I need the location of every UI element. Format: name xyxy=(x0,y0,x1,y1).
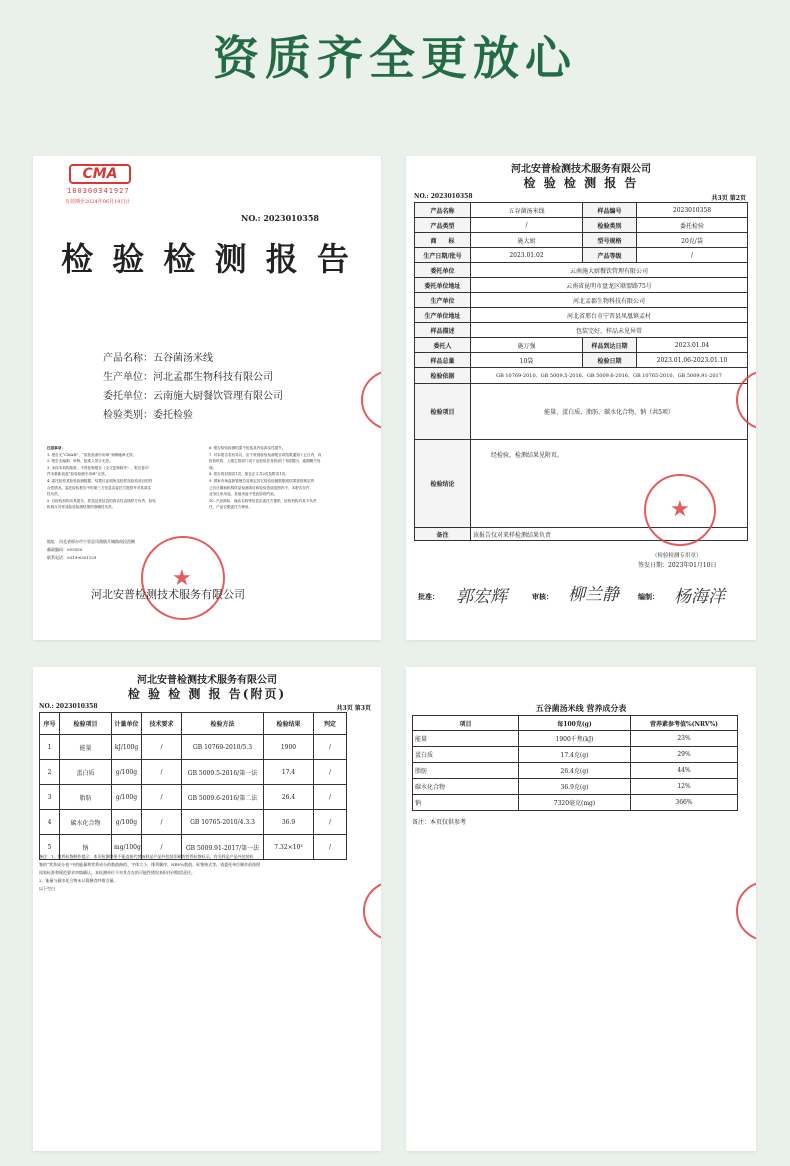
table-row: 备注 该报告仅对来样检测结果负责 xyxy=(415,528,748,541)
page-info: 共3页 第3页 xyxy=(336,705,371,712)
table-row: 委托单位 云南施大厨餐饮管理有限公司 xyxy=(415,263,748,278)
table-row: 委托人 施万强 样品到达日期 2023.01.04 xyxy=(415,338,748,353)
report-number: NO.: 2023010358 xyxy=(39,703,98,710)
cover-fields xyxy=(103,349,283,425)
table-row: 蛋白质 17.4克(g) 29% xyxy=(413,747,738,763)
table-row: 钠 7320毫克(mg) 366% xyxy=(413,795,738,811)
notes-left: 注意事项： 1. 报告无“CMA章”、“检验检测专用章”和骑缝章无效。 2. 报告无编制、审核、批准人签字无效。 3. 未经本机构批准，不得复制报告（全文复制除外），报告复印 件未重新加盖“检验检测专用章”无效。 4. 委托检验其检验检测数据、结果仅证明所送检样品检验项目的符 合性情况。委托检验报告中的第三方信息由委托方提供并对其真实 性负责。 5. 自检验机构出具报告，样品及其信息的真实性由抽样方负责，检验 机构仅对样品检验检测结果的准确性负责。 xyxy=(47,446,156,510)
edge-stamp xyxy=(363,881,381,941)
org-name: 河北安普检测技术服务有限公司 xyxy=(137,675,277,686)
approver-label: 批准： xyxy=(418,592,439,601)
report-page-2-card xyxy=(406,156,756,640)
contact-info: 地址：河北省邢台市宁晋县凤凰镇月城路南段西侧 邮政编码：055550 联系电话：0319-6301129 xyxy=(47,539,135,560)
table-row: 脂肪 26.4克(g) 44% xyxy=(413,763,738,779)
table-row: 碳水化合物 36.9克(g) 12% xyxy=(413,779,738,795)
table-row: 检验结论 经检验，检测结果见附页。 xyxy=(415,440,748,528)
table-header-row: 项目 每100克(g) 营养素参考值%(NRV%) xyxy=(413,716,738,731)
nutrition-facts-card xyxy=(406,667,756,1151)
org-name: 河北安普检测技术服务有限公司 xyxy=(511,164,651,175)
table-row: 5 钠 mg/100g / GB 5009.91-2017/第一法 7.32×10³ / xyxy=(40,835,347,860)
table-row: 3 脂肪 g/100g / GB 5009.6-2016/第二法 26.4 / xyxy=(40,785,347,810)
nutrition-table xyxy=(412,715,738,811)
page-title: 资质齐全更放心 xyxy=(213,31,577,85)
notes-right: 6. 报告检验检测结果不包括其内容真实性损失。 7. 对本报告若有异议，应于收到检验检测报告或结果通知十五日内，向 检验机构，上级主管部门或下达检验任务的部门书面提出，逾期概不处 理。 8. 报告的封面页1页，报告正文共2页及附页1页。 9. 国家市场监督管理总局规定其它检验检测数据成结果需按规定的 公告日期和机构样品检测项目和检验资质范围内不，本报告仅作 业务往来用途，其他用途不受此原则约束。 10. 产品商标、商品名称等信息由委托方提供，检验机构对其不负责 任，产品仅限委托方使用。 xyxy=(209,446,322,510)
table-row: 能量 1900千焦(kJ) 23% xyxy=(413,731,738,747)
table-header-row: 序号 检验项目 计量单位 技术要求 检验方法 检验结果 判定 xyxy=(40,713,347,735)
page-info: 共3页 第2页 xyxy=(711,195,746,202)
report-number: NO.: 2023010358 xyxy=(241,213,319,223)
report-title: 检 验 检 测 报 告 xyxy=(61,240,353,278)
edge-stamp xyxy=(736,881,756,941)
table-row: 样品总量 10袋 检验日期 2023.01.06-2023.01.10 xyxy=(415,353,748,368)
cma-number: 180300341927 xyxy=(67,187,130,195)
table-row: 检验项目 能量、蛋白质、脂肪、碳水化合物、钠（共5项） xyxy=(415,384,748,440)
official-stamp xyxy=(644,474,716,546)
report-page-3-card xyxy=(33,667,381,1151)
cover-field-client: 委托单位：云南施大厨餐饮管理有限公司 xyxy=(103,391,283,402)
table-row: 样品描述 包装完好、样品未见异常 xyxy=(415,323,748,338)
cover-field-category: 检验类别：委托检验 xyxy=(103,410,193,421)
nutrition-heading: 五谷菌汤米线 营养成分表 xyxy=(535,703,627,713)
table-row: 生产单位 河北孟郡生物科技有限公司 xyxy=(415,293,748,308)
report-cover-card xyxy=(33,156,381,640)
reviewer-signature: 柳兰静 xyxy=(568,585,619,605)
report-heading: 检 验 检 测 报 告(附页) xyxy=(127,687,287,701)
cma-logo: CMA xyxy=(69,164,131,184)
table-row: 1 能量 kJ/100g / GB 10769-2010/5.3 1900 / xyxy=(40,735,347,760)
table-row: 委托单位地址 云南省昆明市盘龙区联盟路75号 xyxy=(415,278,748,293)
conclusion-stamp-label: （检验检测专用章） xyxy=(652,553,702,559)
reviewer-label: 审核： xyxy=(532,592,553,601)
editor-signature: 杨海洋 xyxy=(674,587,725,607)
star-icon: ★ xyxy=(670,497,690,522)
table-row: 产品名称 五谷菌汤米线 样品编号 2023010358 xyxy=(415,203,748,218)
results-table xyxy=(39,712,347,860)
star-icon: ★ xyxy=(172,566,192,591)
approver-signature: 郭宏辉 xyxy=(456,587,507,607)
table-row: 商 标 施大厨 型号规格 20克/袋 xyxy=(415,233,748,248)
cma-validity: 有效期至2024年06月19日止 xyxy=(65,199,131,205)
table-row: 检验依据 GB 10769-2010、GB 5009.5-2016、GB 5009.6-2016、GB 10765-2010、GB 5009.91-2017 xyxy=(415,368,748,384)
cover-field-product: 产品名称：五谷菌汤米线 xyxy=(103,353,213,364)
report-number: NO.: 2023010358 xyxy=(414,193,473,200)
official-stamp xyxy=(141,536,225,620)
nutrition-note: 备注：本页仅供参考 xyxy=(412,819,467,826)
table-row: 产品类型 / 检验类别 委托检验 xyxy=(415,218,748,233)
table-row: 生产单位地址 河北省邢台市宁晋县凤凰镇孟村 xyxy=(415,308,748,323)
edge-stamp xyxy=(361,370,381,430)
table-row: 4 碳水化合物 g/100g / GB 10765-2010/4.3.3 36.9 / xyxy=(40,810,347,835)
editor-label: 编制： xyxy=(638,592,659,601)
issuer-name: 河北安普检测技术服务有限公司 xyxy=(91,588,245,601)
table-row: 生产日期/批号 2023.01.02 产品等级 / xyxy=(415,248,748,263)
results-notes: 备注：1、营养标签制作提示：本页检测结果不能直接代替该样品产品外包装印刷的营养标签标示。有关样品产品外包装标 签的“营养成分表”中的能量和营养成分的数值修约、字体大小、排列顺序、NRV%数值、标签格式等，请委托单位制作前按照 国家标准和规范要求审慎确认。本检测单位不对其存在的可能性错误来担任何赔偿责任。 2、能量与碳水化合物未计算膳食纤维含量。 以下空白 xyxy=(39,854,261,891)
table-row: 2 蛋白质 g/100g / GB 5009.5-2016/第一法 17.4 / xyxy=(40,760,347,785)
issue-date: 签发日期：2023年01月10日 xyxy=(638,562,717,569)
report-heading: 检 验 检 测 报 告 xyxy=(523,176,639,190)
cover-field-producer: 生产单位：河北孟郡生物科技有限公司 xyxy=(103,372,273,383)
